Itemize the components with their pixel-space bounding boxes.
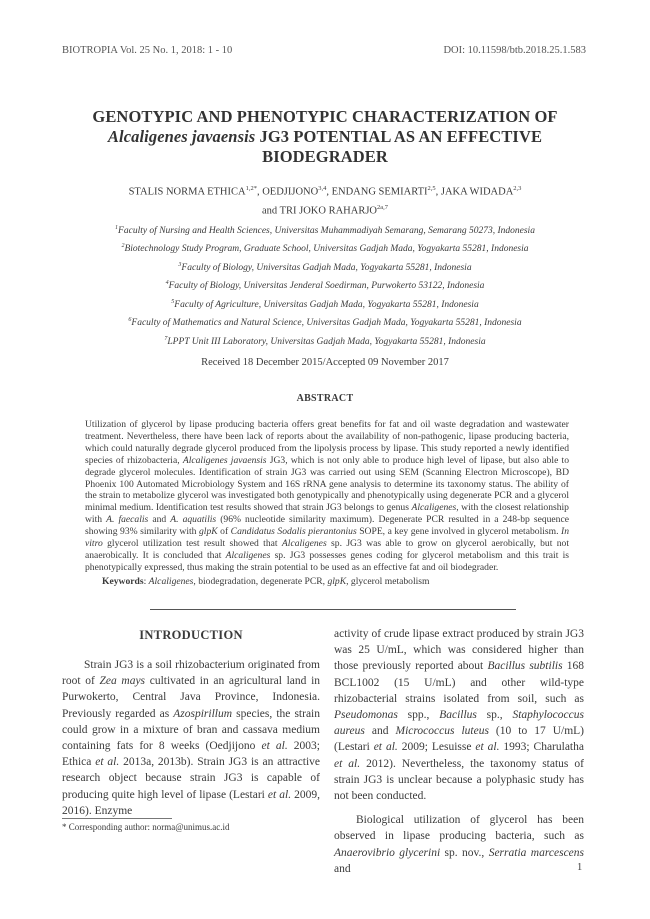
intro-paragraph-1: Strain JG3 is a soil rhizobacterium originated from root of Zea mays cultivated in an agricultural land in Purwokerto, Central Java Province, Indonesia. Previously regarded as Azospirillum species, the strain could grow in a mixture of bran and cassava medium containing fats for 8 weeks (Oedjijono et al. 2003; Ethica et al. 2013a, 2013b). Strain JG3 is an attractive research object because strain JG3 is capable of producing quite high level of lipase (Lestari et al. 2009, 2016). Enzyme xyxy=(62,659,321,817)
introduction-heading: INTRODUCTION xyxy=(139,628,243,642)
author-line-2: and TRI JOKO $RAHARJO^{2a,7}$ xyxy=(261,203,389,216)
affiliation: $^3$Faculty of Biology, Universitas Gadjah Mada, Yogyakarta 55281, Indonesia xyxy=(178,261,472,274)
affiliation: $^2$Biotechnology Study Program, Graduate School, Universitas Gadjah Mada, Yogyakarta 55281, Indonesia xyxy=(121,243,529,255)
page-number: 1 xyxy=(577,862,583,873)
section-divider xyxy=(150,609,516,610)
author-name: JAKA WIDADA xyxy=(440,186,514,198)
journal-citation: BIOTROPIA Vol. 25 No. 1, 2018: 1 - 10 xyxy=(62,45,233,56)
affiliation: $^4$Faculty of Biology, Universitas Jenderal Soedirman, Purwokerto 53122, Indonesia xyxy=(165,280,485,292)
column-right xyxy=(334,626,584,877)
author-line-1: STALIS NORMA $ETHICA^{1,2*}$, OEDJIJONO$^{3,4}$, ENDANG SEMIARTI$^{2,5}$, JAKA WIDADA$^{2,3}$ xyxy=(128,185,522,198)
affiliation: $^6$Faculty of Mathematics and Natural Science, Universitas Gadjah Mada, Yogyakarta 55281, Indonesia xyxy=(128,317,522,329)
column-left xyxy=(62,657,320,819)
affiliation: $^5$Faculty of Agriculture, Universitas Gadjah Mada, Yogyakarta 55281, Indonesia xyxy=(171,298,479,310)
author-name: ENDANG SEMIARTI xyxy=(331,186,428,198)
keywords-label: Keywords xyxy=(102,576,144,587)
corresponding-author-footnote: * Corresponding author: norma@unimus.ac.id xyxy=(62,822,230,832)
title-species: Alcaligenes javaensis xyxy=(107,127,256,146)
abstract-body: Utilization of glycerol by lipase producing bacteria offers great benefits for fat and oil waste degradation and wastewater treatment. Nevertheless, there have been lack of reports about the availability of non-pathogenic, lipase producing bacteria, which could naturally degrade glycerol produced from the lipolysis process by lipase. This study reported a newly identified species of rhizobacteria, Alcaligenes javaensis JG3, which is not only able to produce high level of lipase, but also able to degrade glycerol molecules. Identification of strain JG3 was carried out using SEM (Scanning Electron Microscope), BD Phoenix 100 Automated Microbiology System and 16S rRNA gene analysis to determine its taxonomy status. The ability of the strain to metabolize glycerol was investigated both genotypically and phenotypically using degenerate PCR and a glycerol minimal medium. Identification test results showed that strain JG3 belongs to genus Alcaligenes, with the closest relationship with A. faecalis and A. aquatilis (96% nucleotide similarity maximum). Degenerate PCR resulted in a 248-bp sequence showing 93% similarity with glpK of Candidatus Sodalis pierantonius SOPE, a key gene involved in glycerol metabolism. In vitro glycerol utilization test result showed that Alcaligenes sp. JG3 was able to grow on glycerol aerobically, but not anaerobically. It is concluded that Alcaligenes sp. JG3 possesses genes coding for glycerol metabolism and this trait is phenotypically expressed, thus making the strain potential to be used as an effective fat and oil biodegrader. xyxy=(85,419,570,573)
intro-paragraph-2: activity of crude lipase extract produced by strain JG3 was 25 U/mL, which was considered higher than those previously reported about Bacillus subtilis 168 BCL1002 (15 U/mL) and other wild-type rhizobacterial strains isolated from soil, such as Pseudomonas spp., Bacillus sp., Staphylococcus aureus and Micrococcus luteus (10 to 17 U/mL) (Lestari et al. 2009; Lesuisse et al. 1993; Charulatha et al. 2012). Nevertheless, the taxonomy status of strain JG3 is unclear because a polyphasic study has not been conducted. xyxy=(334,628,585,803)
abstract-heading: ABSTRACT xyxy=(296,393,354,404)
affiliation: $^1$Faculty of Nursing and Health Sciences, Universitas Muhammadiyah Semarang, Semarang 50273, Indonesia xyxy=(115,225,535,237)
paper-title xyxy=(60,107,590,167)
title-line-3: BIODEGRADER xyxy=(262,147,388,166)
title-line-2: Alcaligenes javaensis JG3 POTENTIAL AS AN EFFECTIVE xyxy=(107,127,543,146)
author-name: OEDJIJONO xyxy=(262,186,319,198)
footnote-rule xyxy=(62,818,172,819)
doi: DOI: 10.11598/btb.2018.25.1.583 xyxy=(443,45,586,56)
author-name: STALIS NORMA ETHICA xyxy=(128,186,246,198)
affiliation: $^7$LPPT Unit III Laboratory, Universitas Gadjah Mada, Yogyakarta 55281, Indonesia xyxy=(164,335,486,347)
title-line-1: GENOTYPIC AND PHENOTYPIC CHARACTERIZATION OF xyxy=(92,107,558,126)
intro-paragraph-3: Biological utilization of glycerol has been observed in lipase producing bacteria, such as Anaerovibrio glycerini sp. nov., Serratia marcescens and xyxy=(334,814,585,875)
affiliations xyxy=(70,221,580,350)
author-list xyxy=(60,181,590,218)
author-name: TRI JOKO RAHARJO xyxy=(279,205,378,216)
received-date: Received 18 December 2015/Accepted 09 November 2017 xyxy=(201,357,449,368)
keywords: Keywords: Alcaligenes, biodegradation, degenerate PCR, glpK, glycerol metabolism xyxy=(102,576,430,587)
